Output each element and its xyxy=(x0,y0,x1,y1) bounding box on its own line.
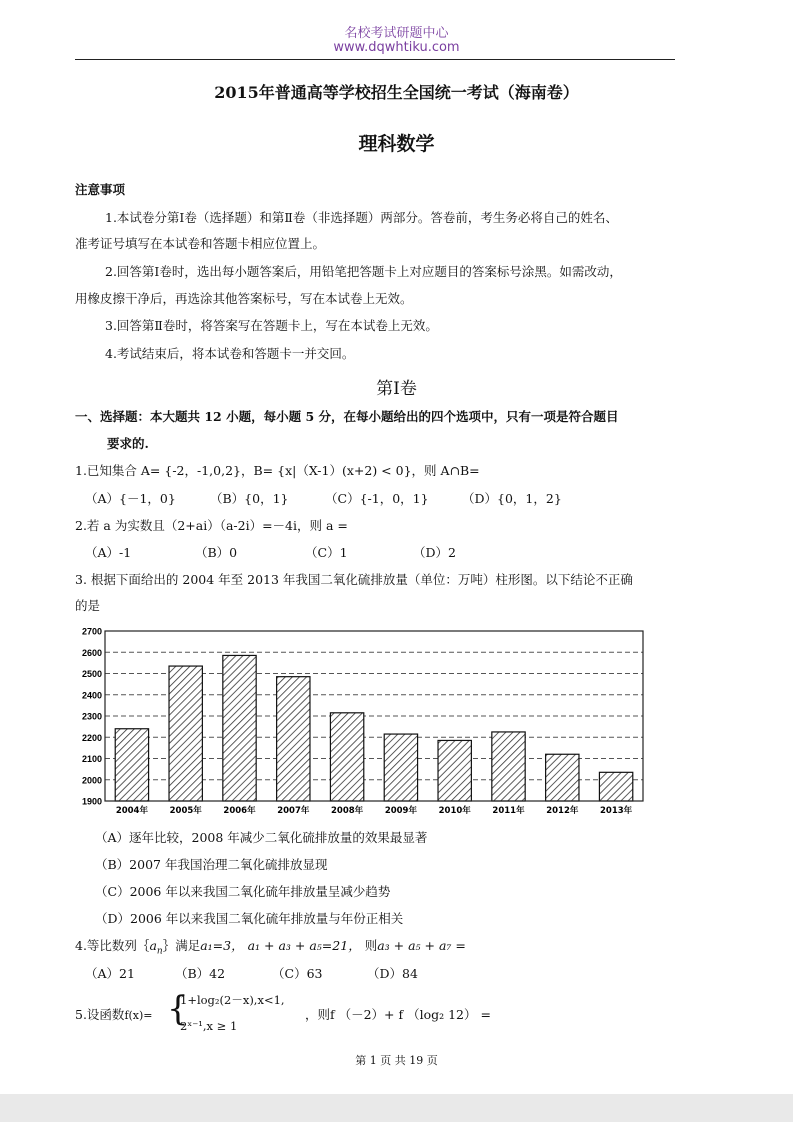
header-divider xyxy=(75,59,675,60)
notice-item1-line2: 准考证号填写在本试卷和答题卡相应位置上。 xyxy=(75,236,326,251)
q3-option-b: （B）2007 年我国治理二氧化硫排放显现 xyxy=(95,857,328,872)
notice-item2-line1: 2.回答第Ⅰ卷时，选出每小题答案后，用铅笔把答题卡上对应题目的答案标号涂黑。如需改动， xyxy=(105,264,622,279)
chart-x-tick-label: 2006年 xyxy=(223,806,256,816)
chart-bar-2011年 xyxy=(492,732,525,801)
notice-item3: 3.回答第Ⅱ卷时，将答案写在答题卡上，写在本试卷上无效。 xyxy=(105,318,438,333)
q3-stem-line2: 的是 xyxy=(75,598,101,613)
q5-prefix-text: 5.设函数 xyxy=(75,1007,125,1022)
chart-bar-2004年 xyxy=(115,729,148,801)
notice-item4: 4.考试结束后，将本试卷和答题卡一并交回。 xyxy=(105,346,355,361)
chart-x-tick-label: 2013年 xyxy=(600,806,633,816)
chart-bar-2006年 xyxy=(223,655,256,801)
notice-item1-line1: 1.本试卷分第Ⅰ卷（选择题）和第Ⅱ卷（非选择题）两部分。答卷前，考生务必将自己的姓名、 xyxy=(105,210,618,225)
q4-stem-prefix: 4.等比数列｛ xyxy=(75,938,150,953)
site-name: 名校考试研题中心 xyxy=(344,26,449,41)
q1-option-d: （D）{0，1，2} xyxy=(462,491,562,506)
q3-option-c: （C）2006 年以来我国二氧化硫年排放量呈减少趋势 xyxy=(95,884,391,899)
q4-option-a: （A）21 xyxy=(85,966,135,981)
q4-option-d: （D）84 xyxy=(367,966,418,981)
q2-option-d: （D）2 xyxy=(413,545,456,560)
q4-seq-subscript: n xyxy=(156,946,163,957)
q5-stem-prefix xyxy=(75,1007,153,1024)
chart-x-tick-label: 2008年 xyxy=(331,806,364,816)
q4-option-c: （C）63 xyxy=(272,966,323,981)
part1-heading-line2: 要求的. xyxy=(107,436,149,451)
chart-x-tick-label: 2007年 xyxy=(277,806,310,816)
q5-case-brace: { xyxy=(167,989,189,1029)
exam-title: 2015年普通高等学校招生全国统一考试（海南卷） xyxy=(214,83,579,102)
chart-x-tick-label: 2010年 xyxy=(438,806,471,816)
chart-bar-2013年 xyxy=(599,772,632,801)
page-footer: 第 1 页 共 19 页 xyxy=(355,1054,438,1067)
chart-y-tick-label: 2100 xyxy=(81,754,102,764)
q4-option-b: （B）42 xyxy=(175,966,226,981)
chart-x-tick-label: 2004年 xyxy=(115,806,148,816)
chart-bar-2008年 xyxy=(330,713,363,801)
q2-option-a: （A）-1 xyxy=(85,545,132,560)
q2-stem: 2.若 a 为实数且（2+ai）（a-2i）=－4i，则 a = xyxy=(75,518,348,533)
notice-item2-line2: 用橡皮擦干净后，再选涂其他答案标号，写在本试卷上无效。 xyxy=(75,291,413,306)
site-url[interactable]: www.dqwhtiku.com xyxy=(333,40,460,55)
part1-heading-line1: 一、选择题：本大题共 12 小题，每小题 5 分，在每小题给出的四个选项中，只有一项是符合题目 xyxy=(75,409,619,424)
q5-case-2: 2ˣ⁻¹,x ≥ 1 xyxy=(180,1019,238,1033)
section-title: 第Ⅰ卷 xyxy=(376,379,417,399)
q3-option-d: （D）2006 年以来我国二氧化硫年排放量与年份正相关 xyxy=(95,911,404,926)
chart-y-tick-label: 2500 xyxy=(81,669,102,679)
chart-y-tick-label: 2600 xyxy=(81,647,102,658)
chart-y-tick-label: 2000 xyxy=(81,775,102,786)
q1-option-b: （B）{0，1} xyxy=(210,491,289,506)
chart-x-tick-label: 2012年 xyxy=(546,806,579,816)
q1-option-c: （C）{-1，0，1} xyxy=(325,491,429,506)
chart-bar-2005年 xyxy=(169,666,202,801)
q4-condition-1: a₁=3， xyxy=(200,938,244,953)
q4-condition-2: a₁ + a₃ + a₅=21， xyxy=(247,938,361,953)
chart-x-tick-label: 2011年 xyxy=(492,806,525,816)
q5-case-1: 1+log₂(2－x),x<1, xyxy=(180,993,285,1007)
q4-target: a₃ + a₅ + a₇ = xyxy=(377,938,466,953)
q2-option-c: （C）1 xyxy=(305,545,348,560)
q1-option-a: （A）{－1，0} xyxy=(85,491,176,506)
q4-stem-mid: ｝满足 xyxy=(162,938,201,953)
q4-stem-then: 则 xyxy=(364,938,378,953)
exam-subtitle: 理科数学 xyxy=(358,133,435,155)
chart-x-tick-label: 2009年 xyxy=(384,806,417,816)
q3-stem-line1: 3. 根据下面给出的 2004 年至 2013 年我国二氧化硫排放量（单位：万吨）柱形图。以下结论不正确 xyxy=(75,572,633,587)
chart-bar-2010年 xyxy=(438,740,471,801)
chart-y-tick-label: 2300 xyxy=(81,711,102,722)
q1-stem: 1.已知集合 A= {-2，-1,0,2}，B= {x|（X-1）(x+2) < 0}，则 A∩B= xyxy=(75,463,480,478)
chart-y-tick-label: 2700 xyxy=(81,626,102,637)
notice-heading: 注意事项 xyxy=(75,182,126,197)
page-bottom-band xyxy=(0,1094,793,1122)
q4-seq-symbol: a xyxy=(149,938,157,953)
chart-y-tick-label: 2200 xyxy=(81,732,102,743)
so2-emission-bar-chart xyxy=(75,625,650,822)
chart-y-tick-label: 2400 xyxy=(81,690,102,701)
chart-y-tick-label: 1900 xyxy=(81,796,102,807)
q3-option-a: （A）逐年比较，2008 年减少二氧化硫排放量的效果最显著 xyxy=(95,830,428,845)
q2-option-b: （B）0 xyxy=(195,545,238,560)
q5-func-name: f(x)= xyxy=(124,1009,153,1022)
chart-bar-2009年 xyxy=(384,734,417,801)
chart-bar-2012年 xyxy=(546,754,579,801)
chart-x-tick-label: 2005年 xyxy=(169,806,202,816)
chart-bar-2007年 xyxy=(277,677,310,801)
q4-stem xyxy=(75,938,466,960)
q5-tail: ，则f （－2）+ f （log₂ 12） = xyxy=(305,1007,491,1022)
